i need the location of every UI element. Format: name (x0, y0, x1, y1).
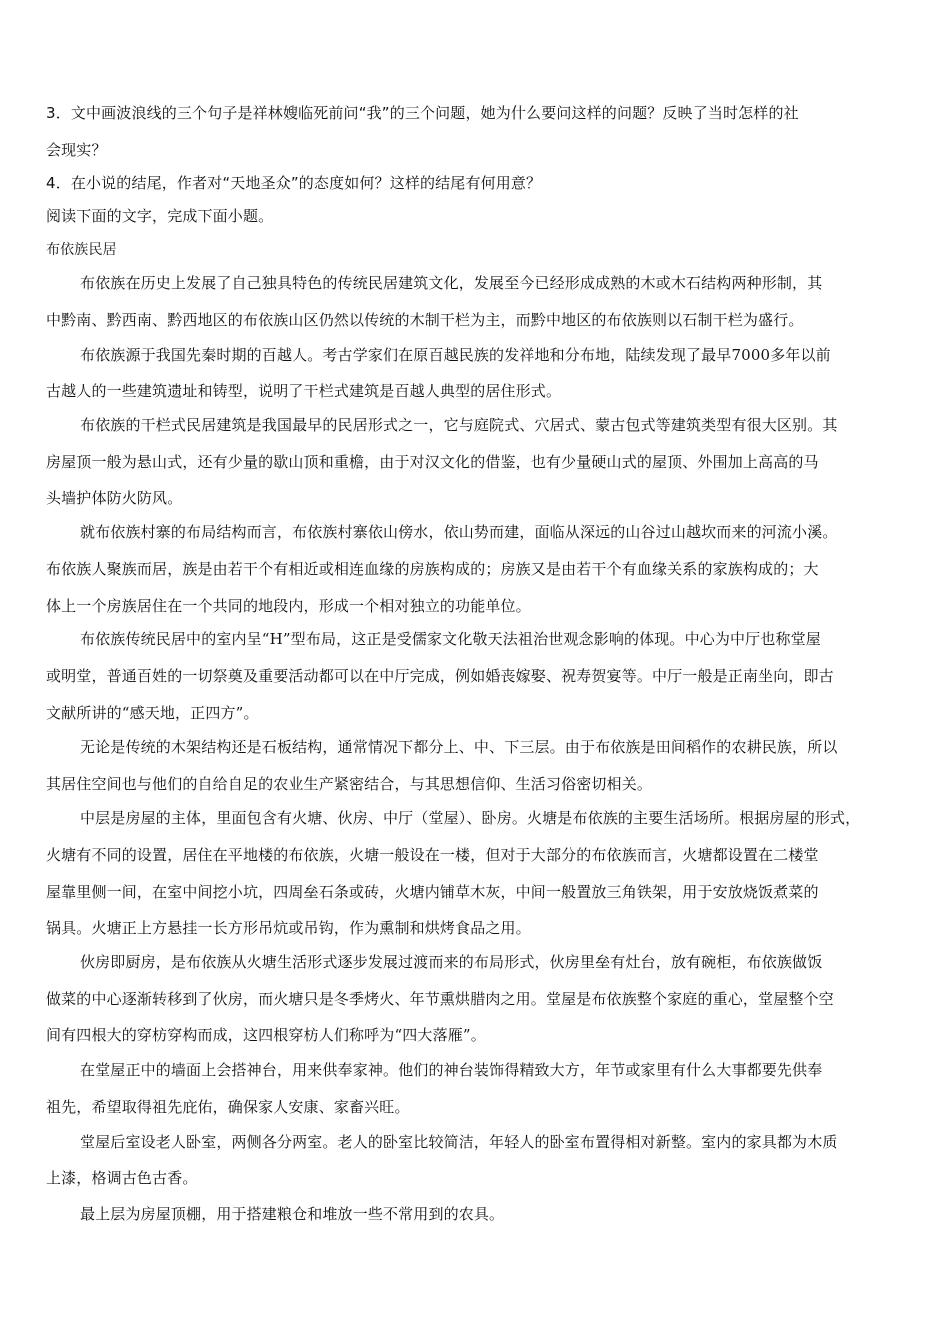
article-line: 或明堂，普通百姓的一切祭奠及重要活动都可以在中厅完成，例如婚丧嫁娶、祝寿贺宴等。中厅一般是正南坐向，即古 (46, 667, 834, 685)
article-line: 古越人的一些建筑遗址和铸型，说明了干栏式建筑是百越人典型的居住形式。 (46, 382, 562, 400)
article-line: 布依族的干栏式民居建筑是我国最早的民居形式之一，它与庭院式、穴居式、蒙古包式等建筑类型有很大区别。其 (80, 416, 838, 434)
article-line: 体上一个房族居住在一个共同的地段内，形成一个相对独立的功能单位。 (46, 597, 531, 615)
article-line: 就布依族村寨的布局结构而言，布依族村寨依山傍水，依山势而建，面临从深远的山谷过山越坎而来的河流小溪。 (80, 523, 838, 541)
article-line: 无论是传统的木架结构还是石板结构，通常情况下都分上、中、下三层。由于布依族是田间稻作的农耕民族，所以 (80, 738, 838, 756)
article-line: 中层是房屋的主体，里面包含有火塘、伙房、中厅（堂屋）、卧房。火塘是布依族的主要生活场所。根据房屋的形式， (80, 809, 861, 827)
article-title: 布依族民居 (46, 242, 117, 258)
article-line: 锅具。火塘正上方悬挂一长方形吊炕或吊钩，作为熏制和烘烤食品之用。 (46, 919, 531, 937)
article-line: 其居住空间也与他们的自给自足的农业生产紧密结合，与其思想信仰、生活习俗密切相关。 (46, 775, 653, 793)
question-3-line-1: 3．文中画波浪线的三个句子是祥林嫂临死前问“我”的三个问题，她为什么要问这样的问题？反映了当时怎样的社 (46, 104, 799, 122)
article-line: 房屋顶一般为悬山式，还有少量的歇山顶和重檐，由于对汉文化的借鉴，也有少量硬山式的屋顶、外围加上高高的马 (46, 453, 819, 471)
article-line: 布依族传统民居中的室内呈“H”型布局，这正是受儒家文化敬天法祖治世观念影响的体现。中心为中厅也称堂屋 (80, 630, 821, 648)
article-line: 布依族在历史上发展了自己独具特色的传统民居建筑文化，发展至今已经形成成熟的木或木石结构两种形制，其 (80, 274, 823, 292)
article-line: 最上层为房屋顶棚，用于搭建粮仓和堆放一些不常用到的农具。 (80, 1205, 505, 1223)
article-line: 屋靠里侧一间，在室中间挖小坑，四周垒石条或砖，火塘内铺草木灰，中间一般置放三角铁架，用于安放烧饭煮菜的 (46, 883, 819, 901)
article-line: 头墙护体防火防风。 (46, 489, 183, 507)
question-4: 4．在小说的结尾，作者对“天地圣众”的态度如何？这样的结尾有何用意？ (46, 174, 542, 192)
article-line: 祖先，希望取得祖先庇佑，确保家人安康、家畜兴旺。 (46, 1098, 410, 1116)
article-line: 上漆，格调古色古香。 (46, 1169, 198, 1187)
article-line: 伙房即厨房，是布依族从火塘生活形式逐步发展过渡而来的布局形式，伙房里垒有灶台，放有碗柜，布依族做饭 (80, 953, 823, 971)
article-line: 文献所讲的“感天地，正四方”。 (46, 704, 259, 722)
article-line: 中黔南、黔西南、黔西地区的布依族山区仍然以传统的木制干栏为主，而黔中地区的布依族则以石制干栏为盛行。 (46, 311, 804, 329)
article-line: 堂屋后室设老人卧室，两侧各分两室。老人的卧室比较简洁，年轻人的卧室布置得相对新整。室内的家具都为木质 (80, 1133, 838, 1151)
article-line: 火塘有不同的设置，居住在平地楼的布依族，火塘一般设在一楼，但对于大部分的布依族而言，火塘都设置在二楼堂 (46, 846, 819, 864)
article-line: 布依族人聚族而居，族是由若干个有相近或相连血缘的房族构成的；房族又是由若干个有血缘关系的家族构成的；大 (46, 560, 819, 578)
article-line: 做菜的中心逐渐转移到了伙房，而火塘只是冬季烤火、年节熏烘腊肉之用。堂屋是布依族整个家庭的重心，堂屋整个空 (46, 990, 834, 1008)
article-line: 布依族源于我国先秦时期的百越人。考古学家们在原百越民族的发祥地和分布地，陆续发现了最早7000多年以前 (80, 346, 831, 364)
reading-instruction: 阅读下面的文字，完成下面小题。 (46, 207, 274, 225)
question-3-line-2: 会现实？ (46, 141, 107, 159)
article-line: 间有四根大的穿枋穿构而成，这四根穿枋人们称呼为“四大落雁”。 (46, 1026, 486, 1044)
article-line: 在堂屋正中的墙面上会搭神台，用来供奉家神。他们的神台装饰得精致大方，年节或家里有什么大事都要先供奉 (80, 1061, 823, 1079)
